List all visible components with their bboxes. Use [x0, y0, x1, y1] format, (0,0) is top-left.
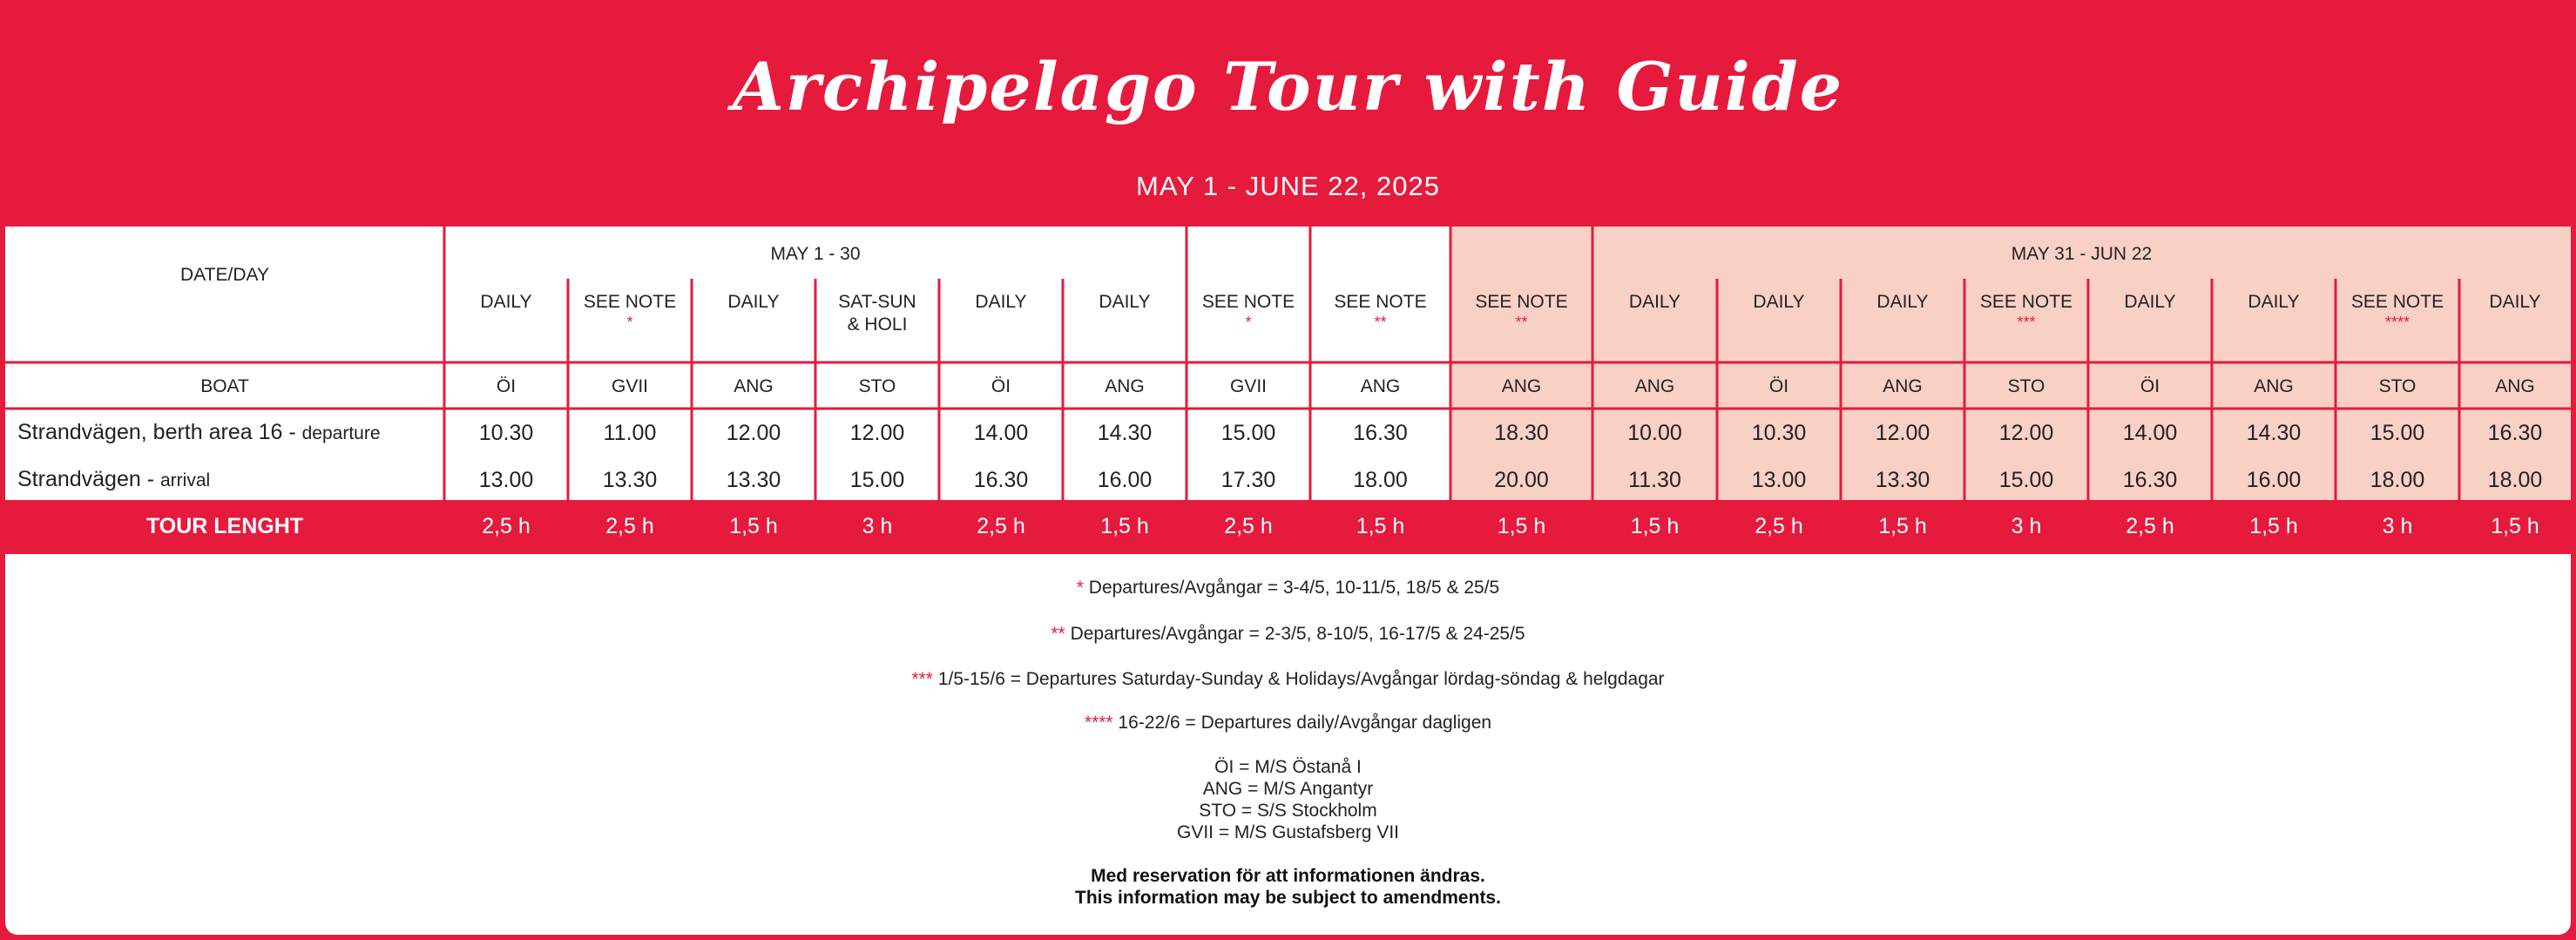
note-1	[5, 577, 2571, 598]
departure-label-suffix: departure	[301, 423, 381, 443]
departure-time: 12.00	[726, 421, 781, 445]
disclaimer-swedish: Med reservation för att informationen ändras.	[1091, 866, 1485, 886]
tour-length-value: 1,5 h	[1878, 514, 1927, 538]
arrival-time: 18.00	[1353, 468, 1408, 492]
departure-time: 14.30	[1097, 421, 1153, 445]
boat-code: STO	[2378, 376, 2417, 396]
departure-time: 12.00	[849, 421, 905, 445]
departure-time: 12.00	[1875, 421, 1930, 445]
period-group-label: MAY 1 - 30	[770, 244, 861, 264]
tour-length-value: 3 h	[2011, 514, 2042, 538]
day-label: DAILY	[2124, 292, 2176, 312]
departure-time: 10.30	[478, 421, 534, 445]
tour-length-value: 1,5 h	[2491, 514, 2539, 538]
arrival-time: 20.00	[1494, 468, 1549, 492]
arrival-time: 18.00	[2487, 468, 2543, 492]
note-marker: ***	[2017, 314, 2036, 331]
arrival-time: 13.00	[1751, 468, 1807, 492]
arrival-time: 16.00	[2246, 468, 2302, 492]
departure-time: 18.30	[1494, 421, 1549, 445]
tour-length-value: 1,5 h	[1497, 514, 1546, 538]
day-label: DAILY	[2489, 292, 2541, 312]
boat-code: ANG	[2254, 376, 2294, 396]
boat-code: ANG	[1501, 376, 1542, 396]
arrival-time: 13.30	[602, 468, 658, 492]
arrival-time: 15.00	[1998, 468, 2054, 492]
boat-code: ANG	[1634, 376, 1675, 396]
day-label: SEE NOTE	[583, 292, 677, 312]
departure-time: 14.00	[973, 421, 1029, 445]
arrival-label-main: Strandvägen -	[17, 467, 160, 491]
departure-label-main: Strandvägen, berth area 16 -	[17, 420, 302, 444]
note-text: 1/5-15/6 = Departures Saturday-Sunday & Holidays/Avgångar lördag-söndag & helgdagar	[932, 669, 1665, 689]
day-label: DAILY	[2248, 292, 2300, 312]
day-label: SEE NOTE	[1334, 292, 1427, 312]
boat-code: ANG	[1883, 376, 1923, 396]
departure-time: 16.30	[1353, 421, 1408, 445]
day-label: SEE NOTE	[1475, 292, 1568, 312]
day-label: & HOLI	[847, 314, 908, 335]
note-text: Departures/Avgångar = 3-4/5, 10-11/5, 18/5 & 25/5	[1083, 578, 1500, 598]
legend-item: ANG = M/S Angantyr	[1202, 779, 1374, 799]
boat-code: STO	[858, 376, 896, 396]
disclaimer-english: This information may be subject to amendments.	[1075, 888, 1501, 908]
boat-code: ANG	[734, 376, 774, 396]
tour-length-value: 2,5 h	[977, 514, 1025, 538]
boat-code: GVII	[1229, 376, 1268, 396]
tour-length-value: 2,5 h	[1224, 514, 1273, 538]
boat-code: ANG	[1360, 376, 1401, 396]
arrival-time: 13.00	[478, 468, 534, 492]
schedule-card	[5, 5, 2571, 935]
boat-code: GVII	[611, 376, 649, 396]
note-marker: **	[1051, 624, 1065, 644]
boat-code: ÖI	[1768, 376, 1789, 396]
boat-legend	[5, 756, 2571, 843]
departure-time: 14.00	[2122, 421, 2178, 445]
legend-item: STO = S/S Stockholm	[1199, 801, 1377, 821]
day-label: DAILY	[1628, 292, 1681, 312]
arrival-time: 16.30	[973, 468, 1029, 492]
arrival-time: 16.30	[2122, 468, 2178, 492]
tour-length-value: 1,5 h	[729, 514, 778, 538]
tour-length-value: 1,5 h	[1100, 514, 1149, 538]
tour-length-label: TOUR LENGHT	[145, 514, 304, 538]
note-marker: ****	[2384, 314, 2410, 331]
note-3	[5, 668, 2571, 690]
disclaimer	[5, 865, 2571, 909]
arrival-time: 18.00	[2370, 468, 2425, 492]
boat-code: ÖI	[2140, 376, 2160, 396]
tour-length-value: 2,5 h	[2126, 514, 2174, 538]
page-title: Archipelago Tour with Guide	[732, 48, 1844, 125]
period-group-label: MAY 31 - JUN 22	[2011, 244, 2153, 264]
note-marker: **	[1515, 314, 1528, 331]
day-label: DAILY	[727, 292, 780, 312]
note-marker: ****	[1084, 713, 1113, 733]
boat-code: ÖI	[496, 376, 517, 396]
day-label: SEE NOTE	[1979, 292, 2073, 312]
note-text: 16-22/6 = Departures daily/Avgångar dagligen	[1112, 713, 1492, 733]
boat-code: ÖI	[991, 376, 1011, 396]
timetable	[5, 227, 2571, 554]
day-label: SAT-SUN	[838, 292, 916, 312]
departure-row-label	[17, 420, 381, 444]
day-label: DAILY	[1753, 292, 1805, 312]
tour-length-value: 2,5 h	[482, 514, 531, 538]
timetable-grid	[5, 227, 2571, 554]
note-text: Departures/Avgångar = 2-3/5, 8-10/5, 16-17/5 & 24-25/5	[1065, 624, 1525, 644]
arrival-time: 13.30	[1875, 468, 1930, 492]
departure-time: 14.30	[2246, 421, 2302, 445]
tour-length-value: 3 h	[862, 514, 893, 538]
note-marker: *	[1245, 314, 1252, 331]
departure-time: 16.30	[2487, 421, 2543, 445]
day-label: SEE NOTE	[1201, 292, 1295, 312]
note-2	[5, 623, 2571, 645]
departure-time: 12.00	[1998, 421, 2054, 445]
departure-time: 10.00	[1627, 421, 1682, 445]
note-marker: *	[626, 314, 633, 331]
date-range-subtitle: MAY 1 - JUNE 22, 2025	[1136, 171, 1440, 201]
arrival-time: 16.00	[1097, 468, 1153, 492]
note-marker: **	[1374, 314, 1387, 331]
day-label: SEE NOTE	[2350, 292, 2444, 312]
arrival-time: 17.30	[1220, 468, 1276, 492]
legend-item: ÖI = M/S Östanå I	[1214, 757, 1362, 777]
tour-length-row-bg	[5, 500, 2571, 547]
note-marker: ***	[911, 669, 933, 689]
tour-length-value: 2,5 h	[605, 514, 654, 538]
tour-length-value: 1,5 h	[1630, 514, 1680, 538]
arrival-time: 13.30	[726, 468, 781, 492]
tour-length-value: 1,5 h	[1356, 514, 1405, 538]
boat-code: ANG	[1105, 376, 1145, 396]
header	[5, 5, 2571, 227]
legend-item: GVII = M/S Gustafsberg VII	[1176, 822, 1399, 842]
notes-section	[5, 554, 2571, 935]
note-marker: *	[1076, 578, 1084, 598]
note-4	[5, 712, 2571, 734]
departure-time: 11.00	[603, 421, 657, 445]
tour-length-value: 3 h	[2382, 514, 2413, 538]
day-label: DAILY	[975, 292, 1027, 312]
arrival-row-label	[17, 467, 210, 491]
tour-length-value: 1,5 h	[2249, 514, 2298, 538]
arrival-label-suffix: arrival	[160, 470, 211, 490]
day-label: DAILY	[1876, 292, 1929, 312]
departure-time: 15.00	[1220, 421, 1276, 445]
departure-time: 10.30	[1751, 421, 1807, 445]
day-label: DAILY	[480, 292, 532, 312]
boat-label: BOAT	[200, 376, 249, 396]
tour-length-value: 2,5 h	[1755, 514, 1803, 538]
day-label: DAILY	[1099, 292, 1151, 312]
boat-code: STO	[2007, 376, 2045, 396]
arrival-time: 15.00	[849, 468, 905, 492]
departure-time: 15.00	[2370, 421, 2425, 445]
boat-code: ANG	[2495, 376, 2535, 396]
date-day-label: DATE/DAY	[180, 265, 269, 285]
arrival-time: 11.30	[1628, 468, 1681, 492]
